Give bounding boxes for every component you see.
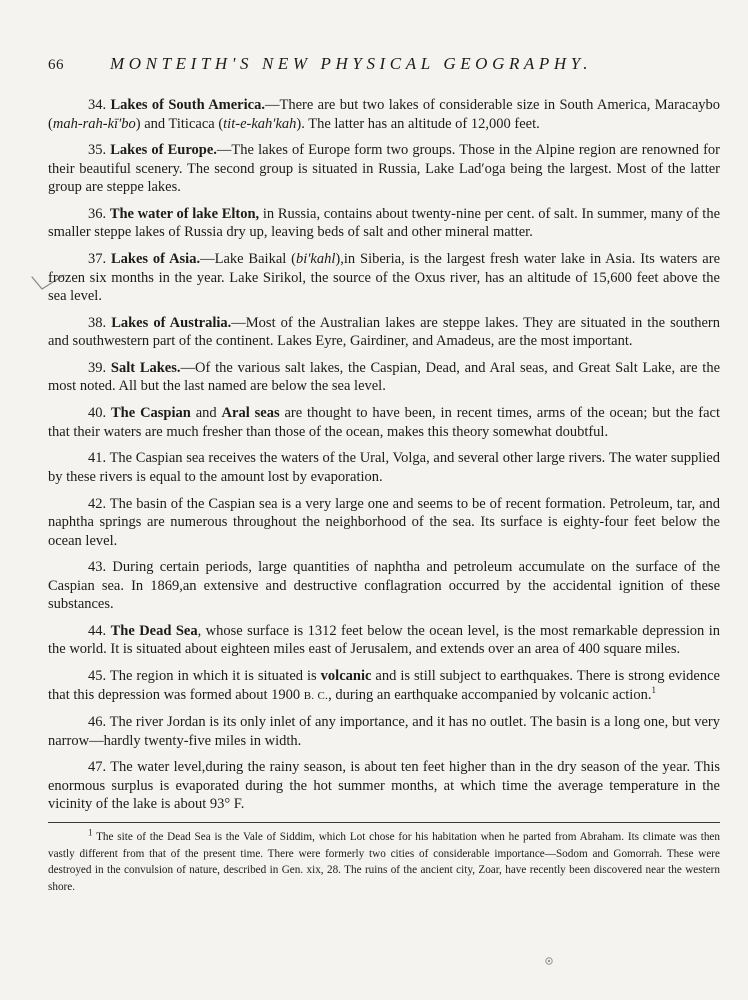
paragraph-heading: Lakes of Australia. [111, 314, 232, 331]
paragraph-heading: The Caspian [111, 405, 191, 422]
paragraph-text: ). The latter has an altitude of 12,000 feet. [296, 115, 540, 132]
paragraph-text: During certain periods, large quantities of naphtha and petroleum accumulate on the surface of the Caspian sea. In 1869,an extensive and destructive conflagration occurred by the accidental ignition of these substances. [48, 559, 720, 613]
paragraph [48, 205, 720, 242]
paragraph [48, 359, 720, 396]
paragraph [48, 404, 720, 441]
pronunciation: tit-e-kah′kah [223, 115, 297, 132]
paragraph-heading: Lakes of Europe. [110, 142, 217, 159]
paragraph-heading: The water of lake Elton, [109, 205, 260, 222]
paragraph [48, 758, 720, 814]
footnote-text: The site of the Dead Sea is the Vale of Siddim, which Lot chose for his habitation when he parted from Abraham. Its climate was then vastly different from that of the present time. There were formerly two cities of considerable importance—Sodom and Gomorrah. These were destroyed in the convulsion of nature, described in Gen. xix, 28. The ruins of the ancient city, Zoar, have recently been discovered near the western shore. [48, 831, 720, 893]
paragraph-number: 45. [88, 668, 107, 685]
paragraph [48, 558, 720, 614]
paragraph-number: 34. [88, 97, 107, 113]
page-header [48, 54, 720, 82]
paragraph-text: The water level,during the rainy season, is about ten feet higher than in the dry season of the year. This enormous surplus is evaporated during the hot summer months, at which time the average temperature in the vicinity of the lake is about 93° F. [48, 759, 721, 813]
paragraph [48, 449, 720, 486]
pronunciation: bi′kahl [295, 251, 336, 268]
paragraph [48, 622, 720, 659]
page-number: 66 [48, 57, 64, 73]
footnote-marker: 1 [88, 827, 93, 838]
paragraph-text: —Lake Baikal ( [200, 251, 296, 268]
paragraph-text: —Of the various salt lakes, the Caspian, Dead, and Aral seas, and Great Salt Lake, are the most noted. All but the last named are below the sea level. [48, 359, 721, 395]
paragraph-text: and is still subject to earthquakes. There is strong evidence that this depression was formed about 1900 [48, 668, 720, 703]
paragraph-text: —There are but two lakes of considerable size in South America, Maracaybo ( [48, 97, 721, 132]
paragraph-text: The basin of the Caspian sea is a very large one and seems to be of recent formation. Petroleum, tar, and naphtha springs are numerous throughout the neighborhood of the sea. Its surface is eighty-four feet below the ocean level. [48, 495, 721, 549]
paragraph-text: The river Jordan is its only inlet of any importance, and it has no outlet. The basin is a long one, but very narrow—hardly twenty-five miles in width. [48, 714, 720, 749]
paragraph-number: 40. [88, 405, 107, 422]
paragraph-number: 36. [88, 205, 107, 222]
paragraph-text: ) and Titicaca ( [135, 115, 224, 132]
footnote-reference: 1 [651, 684, 656, 695]
paragraph-text: in Russia, contains about twenty-nine per cent. of salt. In summer, many of the smaller steppe lakes of Russia dry up, leaving beds of salt and other mineral matter. [48, 205, 721, 241]
footnote-rule [48, 822, 720, 823]
paragraph-text: , during an earthquake accompanied by volcanic action. [328, 686, 652, 703]
body-text [48, 96, 720, 814]
paragraph [48, 495, 720, 551]
paragraph-heading: The Dead Sea [110, 622, 198, 639]
paragraph-number: 47. [88, 759, 107, 776]
paragraph-text: and [190, 405, 222, 422]
running-title: MONTEITH'S NEW PHYSICAL GEOGRAPHY. [110, 54, 593, 73]
paragraph-number: 38. [88, 314, 107, 331]
paragraph-heading: volcanic [320, 668, 372, 685]
paragraph-number: 46. [88, 714, 107, 731]
paragraph-number: 39. [88, 359, 107, 376]
paragraph [48, 314, 720, 351]
paragraph-number: 43. [88, 559, 107, 576]
pronunciation: mah-rah-kī′bo [52, 115, 136, 132]
paragraph-heading: Aral seas [221, 405, 280, 422]
paragraph-text: —Most of the Australian lakes are steppe lakes. They are situated in the southern and southwestern part of the continent. Lakes Eyre, Gairdiner, and Amadeus, are the most important. [48, 314, 721, 350]
paragraph-number: 44. [88, 622, 107, 639]
paragraph-text: —The lakes of Europe form two groups. Those in the Alpine region are renowned for their beautiful scenery. The second group is situated in Russia, Lake Lad′oga being the largest. Most of the latter group are steppe lakes. [48, 142, 721, 196]
paragraph [48, 141, 720, 197]
paragraph-heading: Lakes of Asia. [111, 251, 201, 268]
paragraph [48, 250, 720, 306]
paragraph-text: , whose surface is 1312 feet below the ocean level, is the most remarkable depression in the world. It is situated about eighteen miles east of Jerusalem, and extends over an area of 400 square miles. [48, 622, 721, 658]
paragraph-heading: Salt Lakes. [110, 359, 181, 376]
paragraph-number: 35. [88, 142, 107, 159]
page [48, 54, 720, 895]
paragraph-text: ),in Siberia, is the largest fresh water lake in Asia. Its waters are frozen six months in the year. Lake Sirikol, the source of the Oxus river, has an altitude of 15,600 feet above the sea level. [48, 251, 721, 305]
footnote [48, 829, 720, 895]
paragraph-number: 42. [88, 495, 107, 512]
era-abbreviation: B. C. [303, 689, 329, 702]
paragraph [48, 713, 720, 750]
paragraph-number: 41. [88, 450, 107, 467]
paragraph [48, 667, 720, 705]
paragraph-text: The region in which it is situated is [109, 668, 321, 685]
paragraph-text: The Caspian sea receives the waters of the Ural, Volga, and several other large rivers. The water supplied by these rivers is equal to the amount lost by evaporation. [48, 450, 720, 485]
paragraph-heading: Lakes of South America. [110, 97, 265, 113]
paragraph [48, 96, 720, 133]
paragraph-number: 37. [88, 251, 107, 268]
paragraph-text: are thought to have been, in recent times, arms of the ocean; but the fact that their waters are much fresher than those of the ocean, makes this theory somewhat doubtful. [48, 405, 720, 440]
ornament-dot-icon [544, 956, 554, 966]
